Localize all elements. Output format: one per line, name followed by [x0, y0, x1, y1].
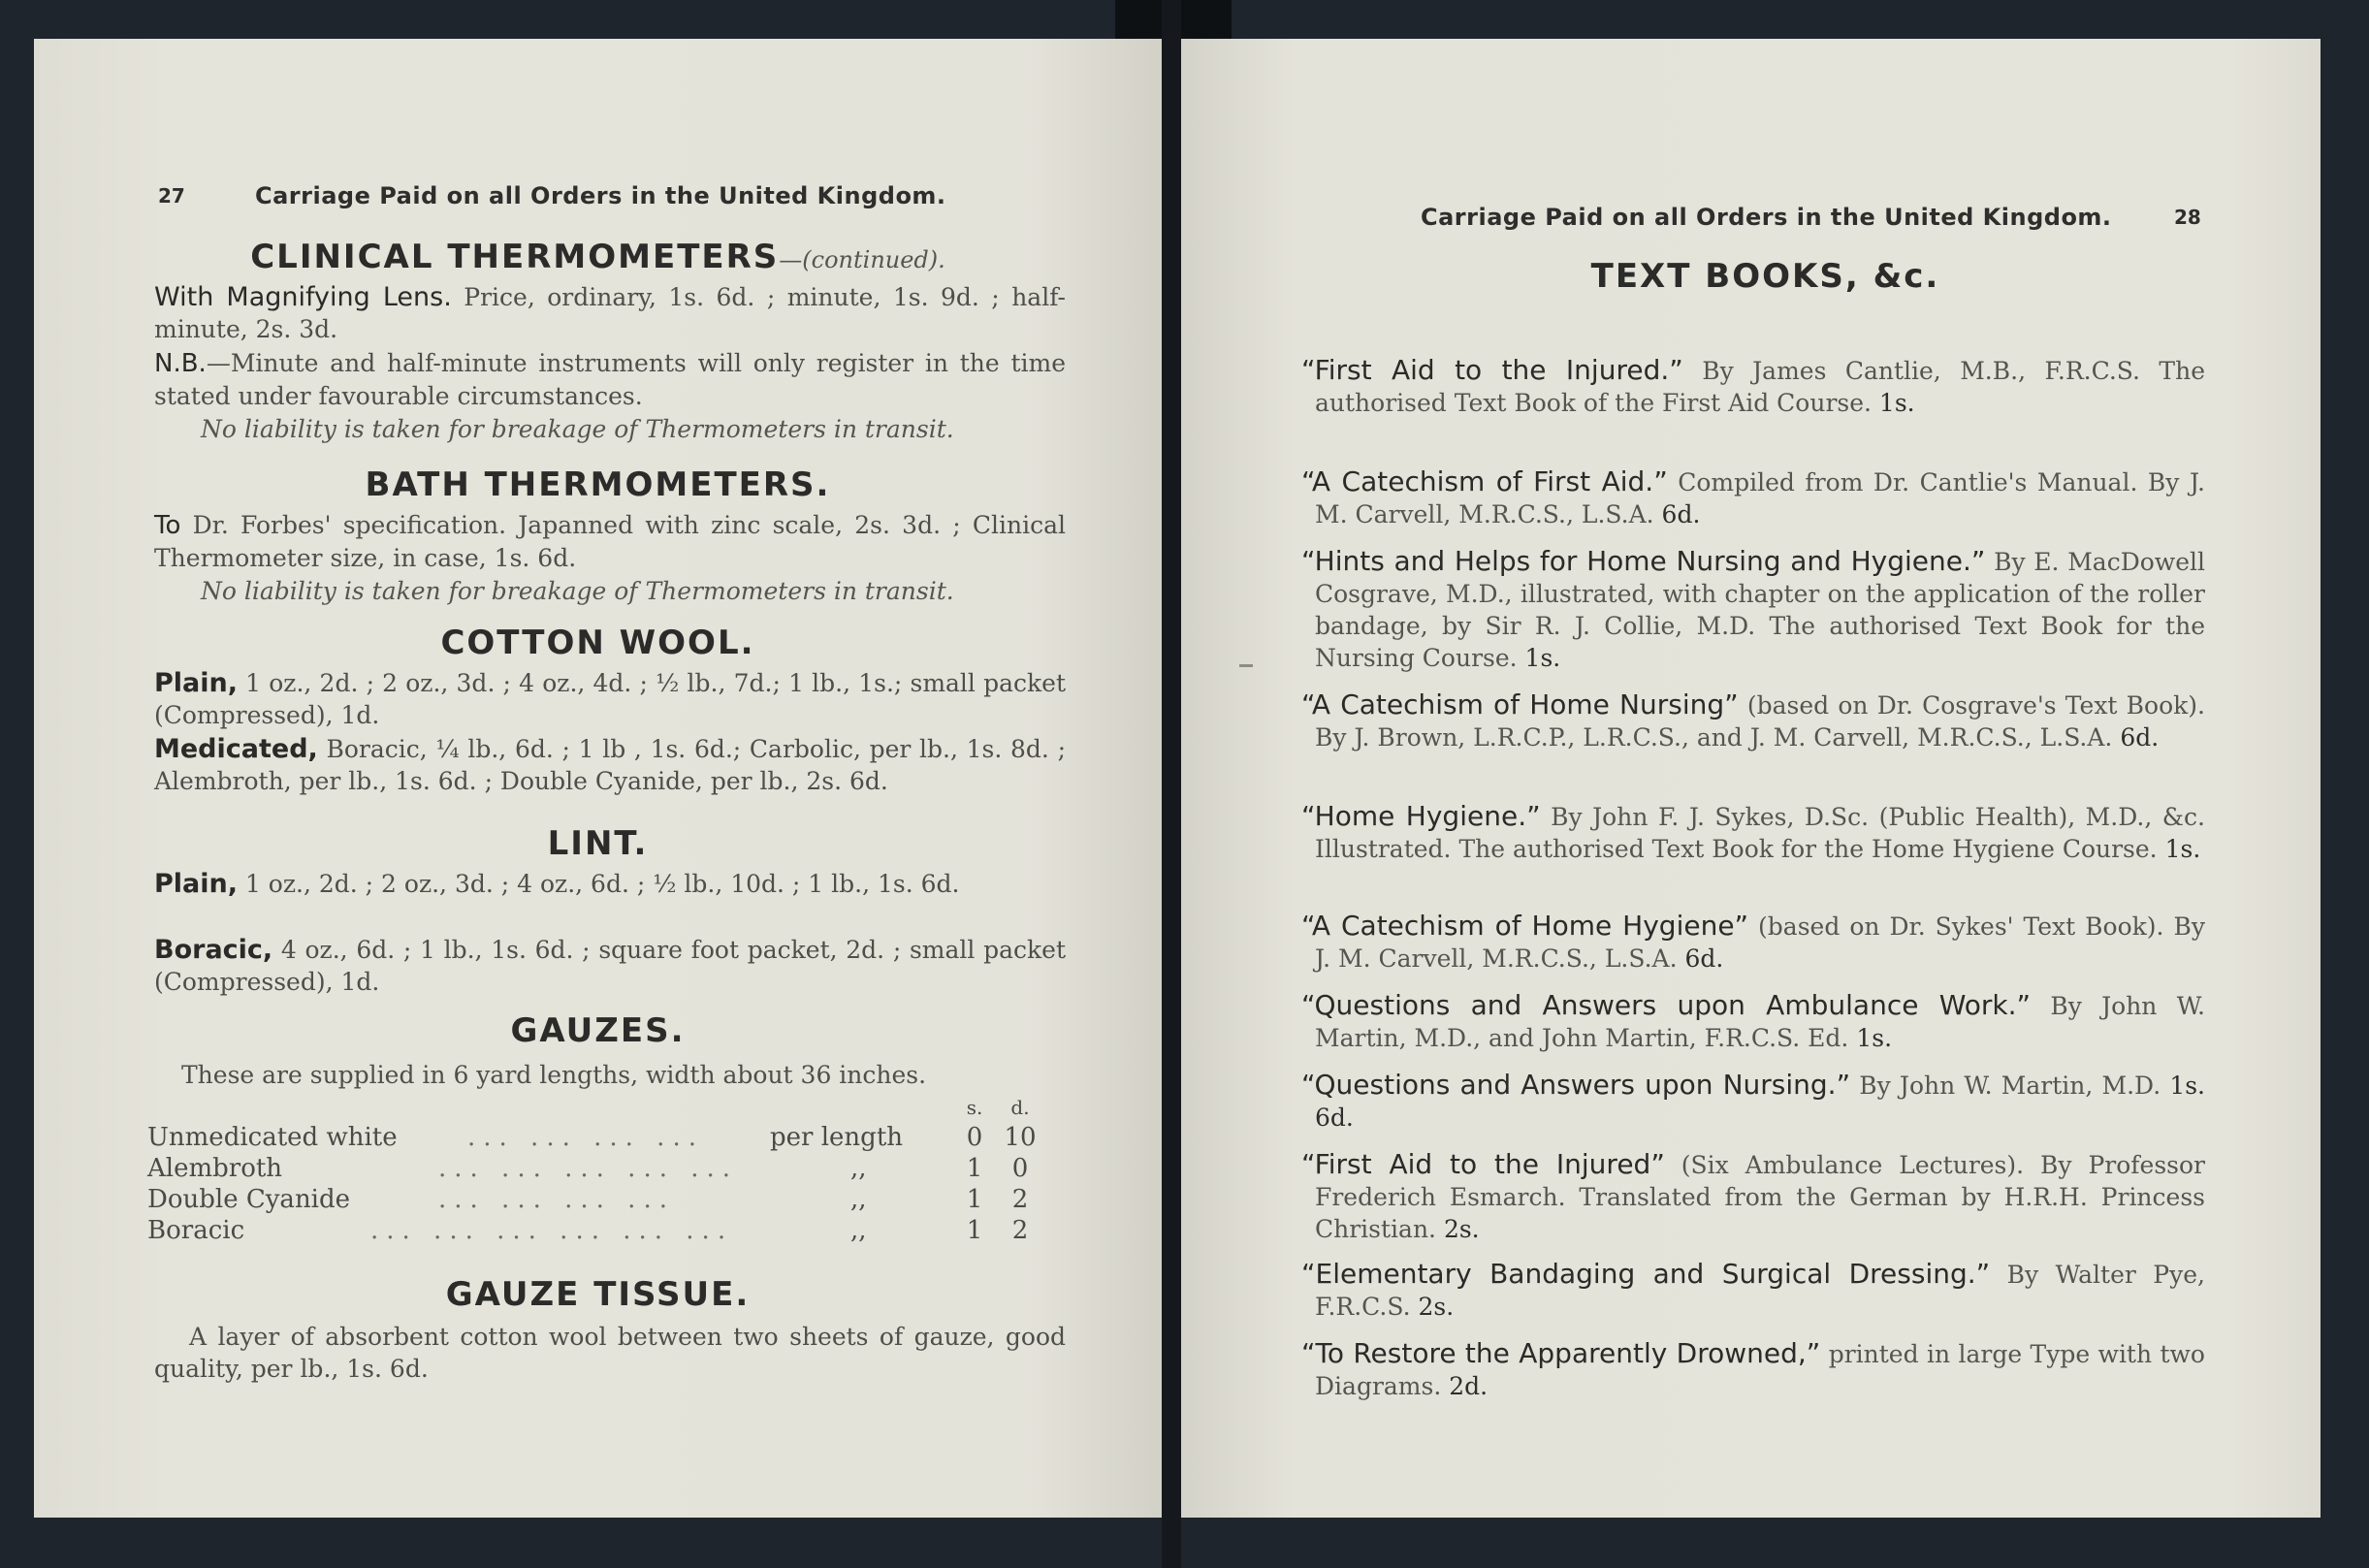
gauze-tissue-paragraph: [154, 1321, 1066, 1385]
cotton-plain-text: 1 oz., 2d. ; 2 oz., 3d. ; 4 oz., 4d. ; ½ lb., 7d.; 1 lb., 1s.; small packet (Compressed), 1d.: [154, 669, 1066, 729]
gauze-row-pence: 10: [1004, 1123, 1037, 1152]
gauze-row-shillings: 1: [966, 1216, 983, 1245]
gauze-row-pence: 2: [1011, 1216, 1029, 1245]
text-book-entry: [1301, 1148, 2205, 1245]
text-book-entry: [1301, 354, 2206, 419]
left-running-header: Carriage Paid on all Orders in the United Kingdom.: [255, 182, 946, 209]
gauze-row-shillings: 1: [966, 1185, 983, 1214]
text-books-heading: TEXT BOOKS, &c.: [1590, 257, 1940, 296]
book-description: By Walter Pye, F.R.C.S.: [1315, 1261, 2205, 1321]
text-book-entry: [1301, 688, 2205, 753]
book-price: 2s.: [1410, 1293, 1455, 1321]
cotton-medicated-paragraph: [154, 733, 1066, 797]
right-running-header: Carriage Paid on all Orders in the United Kingdom.: [1421, 204, 2112, 231]
page-mark: [1239, 664, 1253, 667]
text-book-entry: [1301, 910, 2205, 975]
book-description: By John F. J. Sykes, D.Sc. (Public Health), M.D., &c. Illustrated. The authorised Text Book for the Home Hygiene Course.: [1315, 803, 2205, 863]
lint-boracic-paragraph: [154, 934, 1066, 998]
gauze-row-name: Boracic: [147, 1216, 245, 1245]
book-title: “Questions and Answers upon Ambulance Work.”: [1301, 989, 2032, 1021]
book-title: “Questions and Answers upon Nursing.”: [1301, 1069, 1851, 1101]
book-title: “Home Hygiene.”: [1301, 800, 1541, 832]
book-description: By E. MacDowell Cosgrave, M.D., illustrated, with chapter on the application of the roller bandage, by Sir R. J. Collie, M.D. The authorised Text Book for the Nursing Course.: [1315, 548, 2205, 672]
bath-thermometers-heading: BATH THERMOMETERS.: [365, 465, 831, 504]
clinical-thermometers-heading: [34, 238, 1162, 276]
text-book-entry: [1301, 1069, 2206, 1134]
book-description: (Six Ambulance Lectures). By Professor Frederich Esmarch. Translated from the German by H.R.H. Princess Christian.: [1315, 1151, 2205, 1243]
book-title: “To Restore the Apparently Drowned,”: [1301, 1337, 1821, 1369]
lint-plain-text: 1 oz., 2d. ; 2 oz., 3d. ; 4 oz., 6d. ; ½ lb., 10d. ; 1 lb., 1s. 6d.: [238, 870, 960, 898]
gauze-row-shillings: 1: [966, 1154, 983, 1183]
book-gutter: [1162, 0, 1181, 1568]
gauzes-intro: These are supplied in 6 yard lengths, width about 36 inches.: [181, 1061, 927, 1089]
book-description: By John W. Martin, M.D., and John Martin, F.R.C.S. Ed.: [1315, 992, 2205, 1052]
clinical-heading-continued: —(continued).: [779, 246, 945, 273]
gauze-row-leader-dots: ... ... ... ...: [438, 1185, 675, 1214]
gauze-row-leader-dots: ... ... ... ... ...: [438, 1154, 739, 1183]
text-book-entry: [1301, 465, 2205, 530]
book-description: (based on Dr. Sykes' Text Book). By J. M. Carvell, M.R.C.S., L.S.A.: [1315, 912, 2205, 973]
cotton-medicated-text: Boracic, ¼ lb., 6d. ; 1 lb , 1s. 6d.; Carbolic, per lb., 1s. 8d. ; Alembroth, per lb., 1s. 6d. ; Double Cyanide, per lb., 2s. 6d.: [154, 735, 1066, 795]
text-book-entry: [1301, 989, 2205, 1054]
lint-plain-lead: Plain,: [154, 869, 238, 899]
lint-plain-paragraph: [154, 868, 1066, 900]
bath-spec-text: Dr. Forbes' specification. Japanned with zinc scale, 2s. 3d. ; Clinical Thermometer size, in case, 1s. 6d.: [154, 511, 1066, 572]
right-page: [1181, 39, 2321, 1518]
gauze-row-pence: 2: [1011, 1185, 1029, 1214]
book-title: “First Aid to the Injured”: [1301, 1148, 1665, 1180]
gauze-row-unit: ,,: [850, 1185, 867, 1214]
gauze-row-unit: ,,: [850, 1216, 867, 1245]
book-description: Compiled from Dr. Cantlie's Manual. By J. M. Carvell, M.R.C.S., L.S.A.: [1315, 468, 2205, 528]
cotton-plain-paragraph: [154, 667, 1066, 731]
lint-boracic-text: 4 oz., 6d. ; 1 lb., 1s. 6d. ; square foot packet, 2d. ; small packet (Compressed), 1d.: [154, 936, 1066, 996]
book-title: “A Catechism of First Aid.”: [1301, 465, 1668, 497]
book-description: By James Cantlie, M.B., F.R.C.S. The authorised Text Book of the First Aid Course.: [1315, 357, 2206, 417]
right-page-number: 28: [2174, 206, 2201, 229]
book-price: 6d.: [1653, 500, 1701, 528]
book-price: 2s.: [1436, 1215, 1480, 1243]
book-title: “First Aid to the Injured.”: [1301, 354, 1683, 386]
clinical-lens-paragraph: [154, 281, 1066, 345]
book-title: “A Catechism of Home Nursing”: [1301, 688, 1739, 720]
book-description: By John W. Martin, M.D.: [1850, 1072, 2161, 1100]
text-book-entry: [1301, 545, 2205, 674]
gauze-tissue-heading: GAUZE TISSUE.: [445, 1275, 751, 1314]
book-title: “Hints and Helps for Home Nursing and Hygiene.”: [1301, 545, 1986, 577]
bath-spec-paragraph: [154, 509, 1066, 574]
gauze-row-name: Double Cyanide: [147, 1185, 351, 1214]
book-price: 2d.: [1441, 1372, 1489, 1400]
cotton-wool-heading: COTTON WOOL.: [440, 624, 755, 662]
book-price: 1s.: [1848, 1024, 1893, 1052]
gauzes-heading: GAUZES.: [510, 1011, 686, 1050]
clinical-lens-text: Price, ordinary, 1s. 6d. ; minute, 1s. 9d. ; half-minute, 2s. 3d.: [154, 283, 1066, 343]
book-price: 6d.: [1677, 944, 1724, 973]
gauze-row-name: Unmedicated white: [147, 1123, 398, 1152]
left-page-number: 27: [158, 184, 185, 208]
clinical-liability-note: No liability is taken for breakage of Thermometers in transit.: [201, 415, 954, 443]
book-price: 1s. 6d.: [1315, 1072, 2206, 1132]
gauze-row-pence: 0: [1011, 1154, 1029, 1183]
lint-boracic-lead: Boracic,: [154, 935, 273, 965]
book-title: “A Catechism of Home Hygiene”: [1301, 910, 1749, 942]
clinical-lens-lead: With Magnifying Lens.: [154, 282, 452, 312]
gauze-row-leader-dots: ... ... ... ... ... ...: [370, 1216, 734, 1245]
gauze-row-leader-dots: ... ... ... ...: [467, 1123, 704, 1152]
bath-liability-note: No liability is taken for breakage of Thermometers in transit.: [201, 577, 954, 605]
text-book-entry: [1301, 1337, 2205, 1402]
bath-spec-lead: To: [154, 511, 181, 540]
gauzes-price-table: [147, 1096, 1059, 1261]
cotton-medicated-lead: Medicated,: [154, 734, 318, 764]
book-price: 1s.: [1871, 389, 1915, 417]
gauze-row-unit: ,,: [850, 1154, 867, 1183]
book-title: “Elementary Bandaging and Surgical Dressing.”: [1301, 1258, 1991, 1290]
book-price: 1s.: [2157, 835, 2201, 863]
gauze-row-unit: per length: [770, 1123, 904, 1152]
gauzes-col-pence: d.: [1010, 1096, 1030, 1119]
gauzes-col-shillings: s.: [966, 1096, 983, 1119]
gauze-tissue-text: A layer of absorbent cotton wool between two sheets of gauze, good quality, per lb., 1s. 6d.: [154, 1323, 1066, 1383]
book-description: printed in large Type with two Diagrams.: [1315, 1340, 2205, 1400]
lint-heading: LINT.: [547, 824, 649, 863]
gauze-row-shillings: 0: [966, 1123, 983, 1152]
clinical-heading-text: CLINICAL THERMOMETERS: [250, 238, 780, 276]
book-description: (based on Dr. Cosgrave's Text Book). By J. Brown, L.R.C.P., L.R.C.S., and J. M. Carvell, M.R.C.S., L.S.A.: [1315, 691, 2205, 752]
left-page: [34, 39, 1162, 1518]
gauze-row-name: Alembroth: [147, 1154, 283, 1183]
clinical-nb-lead: N.B.: [154, 349, 207, 378]
text-book-entry: [1301, 800, 2205, 865]
cotton-plain-lead: Plain,: [154, 668, 238, 698]
clinical-nb-paragraph: [154, 347, 1066, 412]
clinical-nb-text: —Minute and half-minute instruments will only register in the time stated under favourable circumstances.: [154, 349, 1066, 410]
book-price: 1s.: [1517, 644, 1561, 672]
text-book-entry: [1301, 1258, 2205, 1323]
book-price: 6d.: [2112, 723, 2160, 752]
